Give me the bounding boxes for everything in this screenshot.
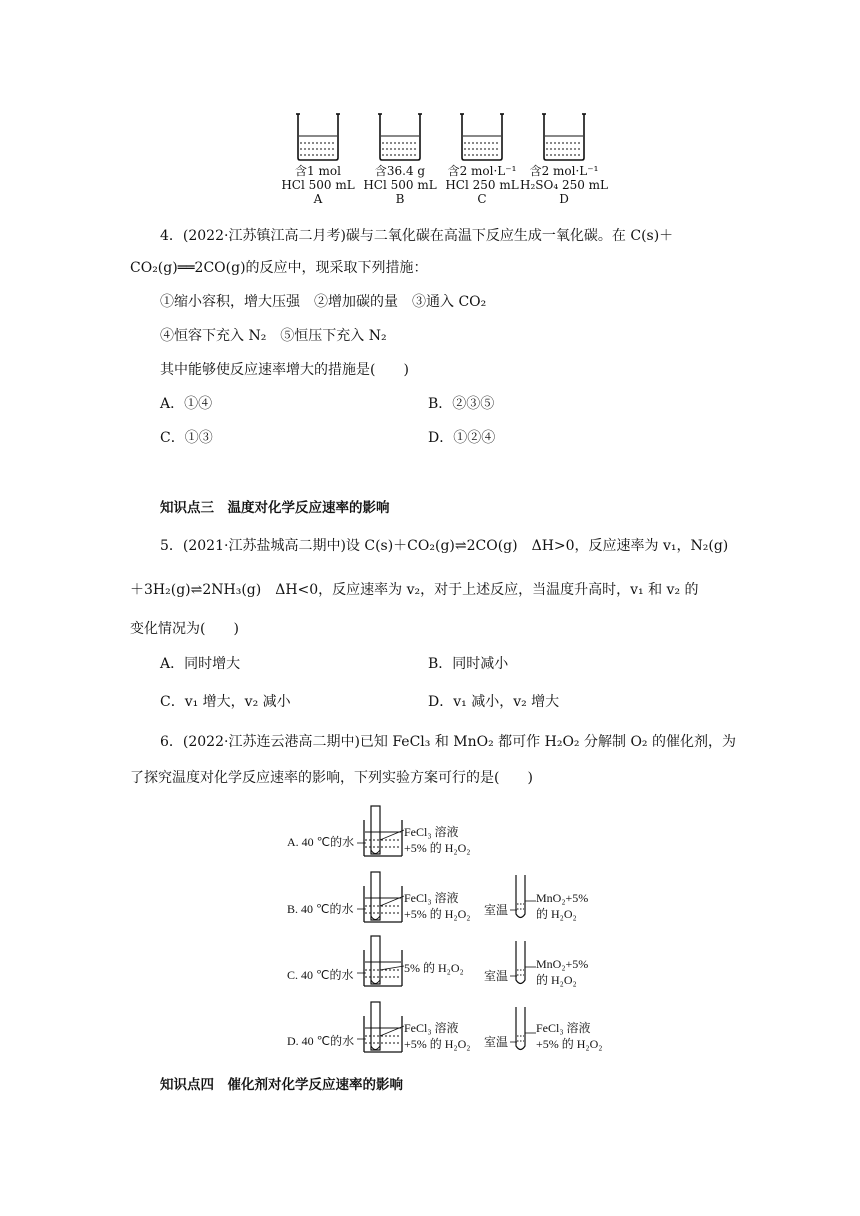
- water-bath-icon: [362, 806, 406, 858]
- tube-d-reagent: FeCl₃ 溶液: [536, 1021, 591, 1035]
- beaker-caption-line: HCl 500 mL: [363, 178, 437, 192]
- setup-b-reagent: FeCl₃ 溶液: [404, 891, 459, 905]
- measure-list: ④恒容下充入 N₂ ⑤恒压下充入 N₂: [160, 328, 387, 344]
- beaker-caption-line: HCl 500 mL: [281, 178, 355, 192]
- water-bath-icon: [362, 1002, 406, 1054]
- beaker-caption-line: 含2 mol·L⁻¹: [447, 164, 517, 178]
- beaker-d-icon: [542, 112, 586, 162]
- beaker-caption-line: HCl 250 mL: [445, 178, 519, 192]
- option-c[interactable]: C．v₁ 增大，v₂ 减小: [160, 694, 291, 710]
- beaker-caption-line: 含1 mol: [295, 164, 341, 178]
- tube-b-reagent: 的 H₂O₂: [536, 907, 577, 921]
- tube-c-reagent: MnO₂+5%: [536, 957, 589, 971]
- setup-a-reagent: +5% 的 H₂O₂: [404, 841, 471, 855]
- beaker-letter: A: [313, 192, 323, 206]
- question-stem: 5．(2021·江苏盐城高二期中)设 C(s)＋CO₂(g)⇌2CO(g) ΔH>0，反应速率为 v₁，N₂(g): [160, 538, 729, 554]
- setup-d-reagent: FeCl₃ 溶液: [404, 1021, 459, 1035]
- question-stem: ＋3H₂(g)⇌2NH₃(g) ΔH<0，反应速率为 v₂，对于上述反应，当温度升高时，v₁ 和 v₂ 的: [130, 582, 699, 598]
- option-a[interactable]: A．①④: [160, 396, 213, 412]
- option-b[interactable]: B．同时减小: [428, 656, 509, 672]
- setup-a-label[interactable]: A. 40 ℃的水: [287, 835, 355, 849]
- beaker-a-icon: [296, 112, 340, 162]
- tube-b-reagent: MnO₂+5%: [536, 891, 589, 905]
- setup-c-label[interactable]: C. 40 ℃的水: [287, 968, 354, 982]
- setup-c-reagent: 5% 的 H₂O₂: [404, 961, 464, 975]
- option-b[interactable]: B．②③⑤: [428, 396, 495, 412]
- question-stem: 了探究温度对化学反应速率的影响，下列实验方案可行的是( ): [130, 770, 533, 786]
- beaker-caption-line: 含2 mol·L⁻¹: [529, 164, 599, 178]
- measure-list: ①缩小容积，增大压强 ②增加碳的量 ③通入 CO₂: [160, 294, 487, 310]
- question-stem: 变化情况为( ): [130, 621, 239, 637]
- question-ask: 其中能够使反应速率增大的措施是( ): [160, 362, 409, 378]
- room-temp-label: 室温: [484, 1035, 509, 1049]
- beaker-letter: D: [559, 192, 569, 206]
- setup-d-label[interactable]: D. 40 ℃的水: [287, 1034, 355, 1048]
- room-temp-label: 室温: [484, 969, 509, 983]
- beaker-c-icon: [460, 112, 504, 162]
- question-stem: 6．(2022·江苏连云港高二期中)已知 FeCl₃ 和 MnO₂ 都可作 H₂O₂ 分解制 O₂ 的催化剂，为: [160, 734, 736, 750]
- setup-b-reagent: +5% 的 H₂O₂: [404, 907, 471, 921]
- beaker-caption: [273, 164, 363, 206]
- beaker-caption-line: 含36.4 g: [374, 164, 426, 178]
- setup-a-reagent: FeCl₃ 溶液: [404, 825, 459, 839]
- option-d[interactable]: D．v₁ 减小，v₂ 增大: [428, 694, 560, 710]
- beaker-letter: B: [395, 192, 405, 206]
- beaker-letter: C: [477, 192, 487, 206]
- section-heading: 知识点三 温度对化学反应速率的影响: [160, 500, 390, 516]
- question-stem: CO₂(g)══2CO(g)的反应中，现采取下列措施：: [130, 260, 428, 276]
- beaker-caption: [437, 164, 527, 206]
- setup-b-label[interactable]: B. 40 ℃的水: [287, 902, 354, 916]
- tube-d-reagent: +5% 的 H₂O₂: [536, 1037, 603, 1051]
- section-heading: 知识点四 催化剂对化学反应速率的影响: [160, 1077, 403, 1093]
- beaker-b-icon: [378, 112, 422, 162]
- option-d[interactable]: D．①②④: [428, 430, 496, 446]
- beaker-caption-line: H₂SO₄ 250 mL: [519, 178, 609, 192]
- option-a[interactable]: A．同时增大: [160, 656, 241, 672]
- setup-d-reagent: +5% 的 H₂O₂: [404, 1037, 471, 1051]
- option-c[interactable]: C．①③: [160, 430, 213, 446]
- room-temp-label: 室温: [484, 903, 509, 917]
- tube-c-reagent: 的 H₂O₂: [536, 973, 577, 987]
- water-bath-icon: [362, 872, 406, 924]
- question-stem: 4．(2022·江苏镇江高二月考)碳与二氧化碳在高温下反应生成一氧化碳。在 C(s)＋: [160, 228, 674, 244]
- water-bath-icon: [362, 936, 406, 988]
- beaker-caption: [519, 164, 609, 206]
- beaker-caption: [355, 164, 445, 206]
